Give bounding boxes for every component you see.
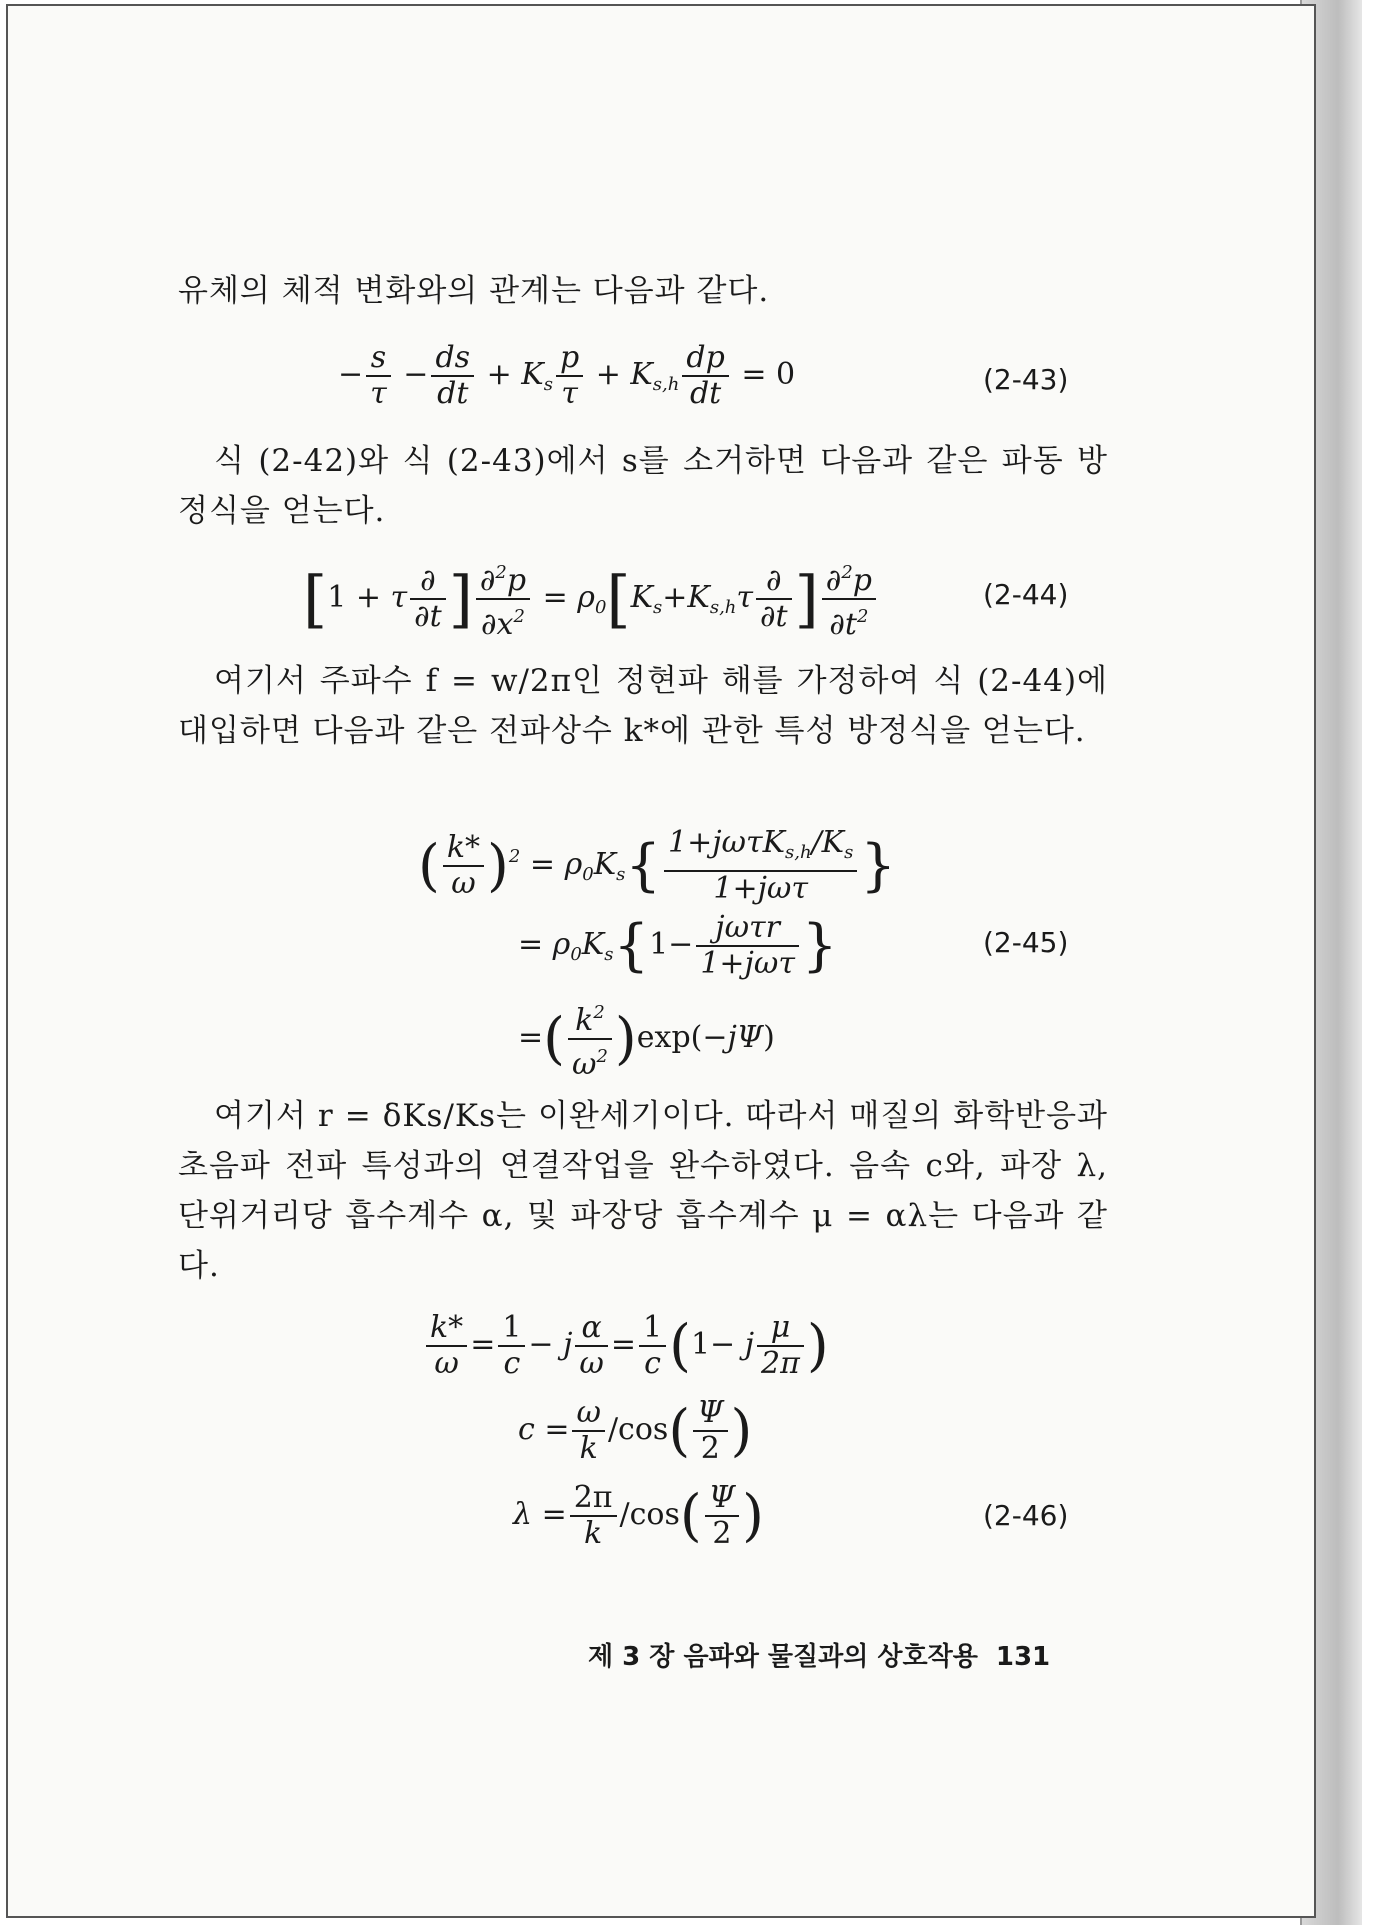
paragraph-1 bbox=[178, 266, 1108, 316]
paragraph-3 bbox=[178, 656, 1108, 756]
chapter-title: 제 3 장 음파와 물질과의 상호작용 bbox=[588, 1642, 978, 1672]
paragraph-4-text: 여기서 r = δKs/Ks는 이완세기이다. 따라서 매질의 화학반응과 초음파 전파 특성과의 연결작업을 완수하였다. 음속 c와, 파장 λ, 단위거리당 흡수계수 α, 및 파장당 흡수계수 μ = αλ는 다음과 같다. bbox=[178, 1098, 1108, 1284]
paragraph-2 bbox=[178, 436, 1108, 536]
equation-number: (2-44) bbox=[983, 578, 1069, 611]
equation-number: (2-46) bbox=[983, 1499, 1069, 1532]
equation-2-43: − $\frac{s}{\tau}$ − $\frac{ds}{dt}$ + $K_s$ $\frac{p}{\tau}$ + $K_{s,h}$ $\frac{dp}{dt}$ = 0 (2-43) bbox=[338, 340, 1069, 411]
paragraph-2-text: 식 (2-42)와 식 (2-43)에서 s를 소거하면 다음과 같은 파동 방정식을 얻는다. bbox=[178, 443, 1108, 529]
paragraph-3-text: 여기서 주파수 f = w/2π인 정현파 해를 가정하여 식 (2-44)에 대입하면 다음과 같은 전파상수 k*에 관한 특성 방정식을 얻는다. bbox=[178, 663, 1108, 749]
book-page bbox=[6, 4, 1316, 1918]
page-footer bbox=[588, 1636, 1088, 1673]
equation-2-45: ( $\frac{k*}{\omega}$ )$^2 = \rho_0K_s${ $\frac{1+j\omega\tau K_{s,h}/K_s}{\text{1+jωτ}}$ } = $\rho_0K_s\{1-$ $\frac{\text{jωτr}}{\text{1+jωτ}}$ } =( $\frac{k^2}{\omega^2}$ )exp(−jΨ) (2-45) bbox=[418, 825, 1069, 1082]
paragraph-4 bbox=[178, 1091, 1108, 1291]
paragraph-1-text: 유체의 체적 변화와의 관계는 다음과 같다. bbox=[178, 273, 770, 309]
page-number: 131 bbox=[995, 1642, 1051, 1672]
equation-number: (2-43) bbox=[983, 363, 1069, 396]
equation-2-44: [1 + τ $\frac{\partial}{\partial t}$ ] $\frac{\partial^2p}{\partial x^2}$ = $\rho_0[K_s+K_{s,h}\tau$ $\frac{\partial}{\partial t}$ ] $\frac{\partial^2p}{\partial t^2}$ (2-44) bbox=[8, 556, 1318, 636]
equation-2-46: $\frac{k*}{\omega}$ = $\frac{1}{c}$ − j $\frac{\alpha}{\omega}$ = $\frac{1}{c}$ (1− j $\frac{\mu}{2\pi}$ ) c = $\frac{\omega}{k}$ /cos( $\frac{\Psi}{2}$ ) λ = $\frac{2\pi}{k}$ /cos( $\frac{\Psi}{2}$ ) (2-46) bbox=[8, 1311, 1318, 1571]
equation-number: (2-45) bbox=[983, 926, 1069, 959]
